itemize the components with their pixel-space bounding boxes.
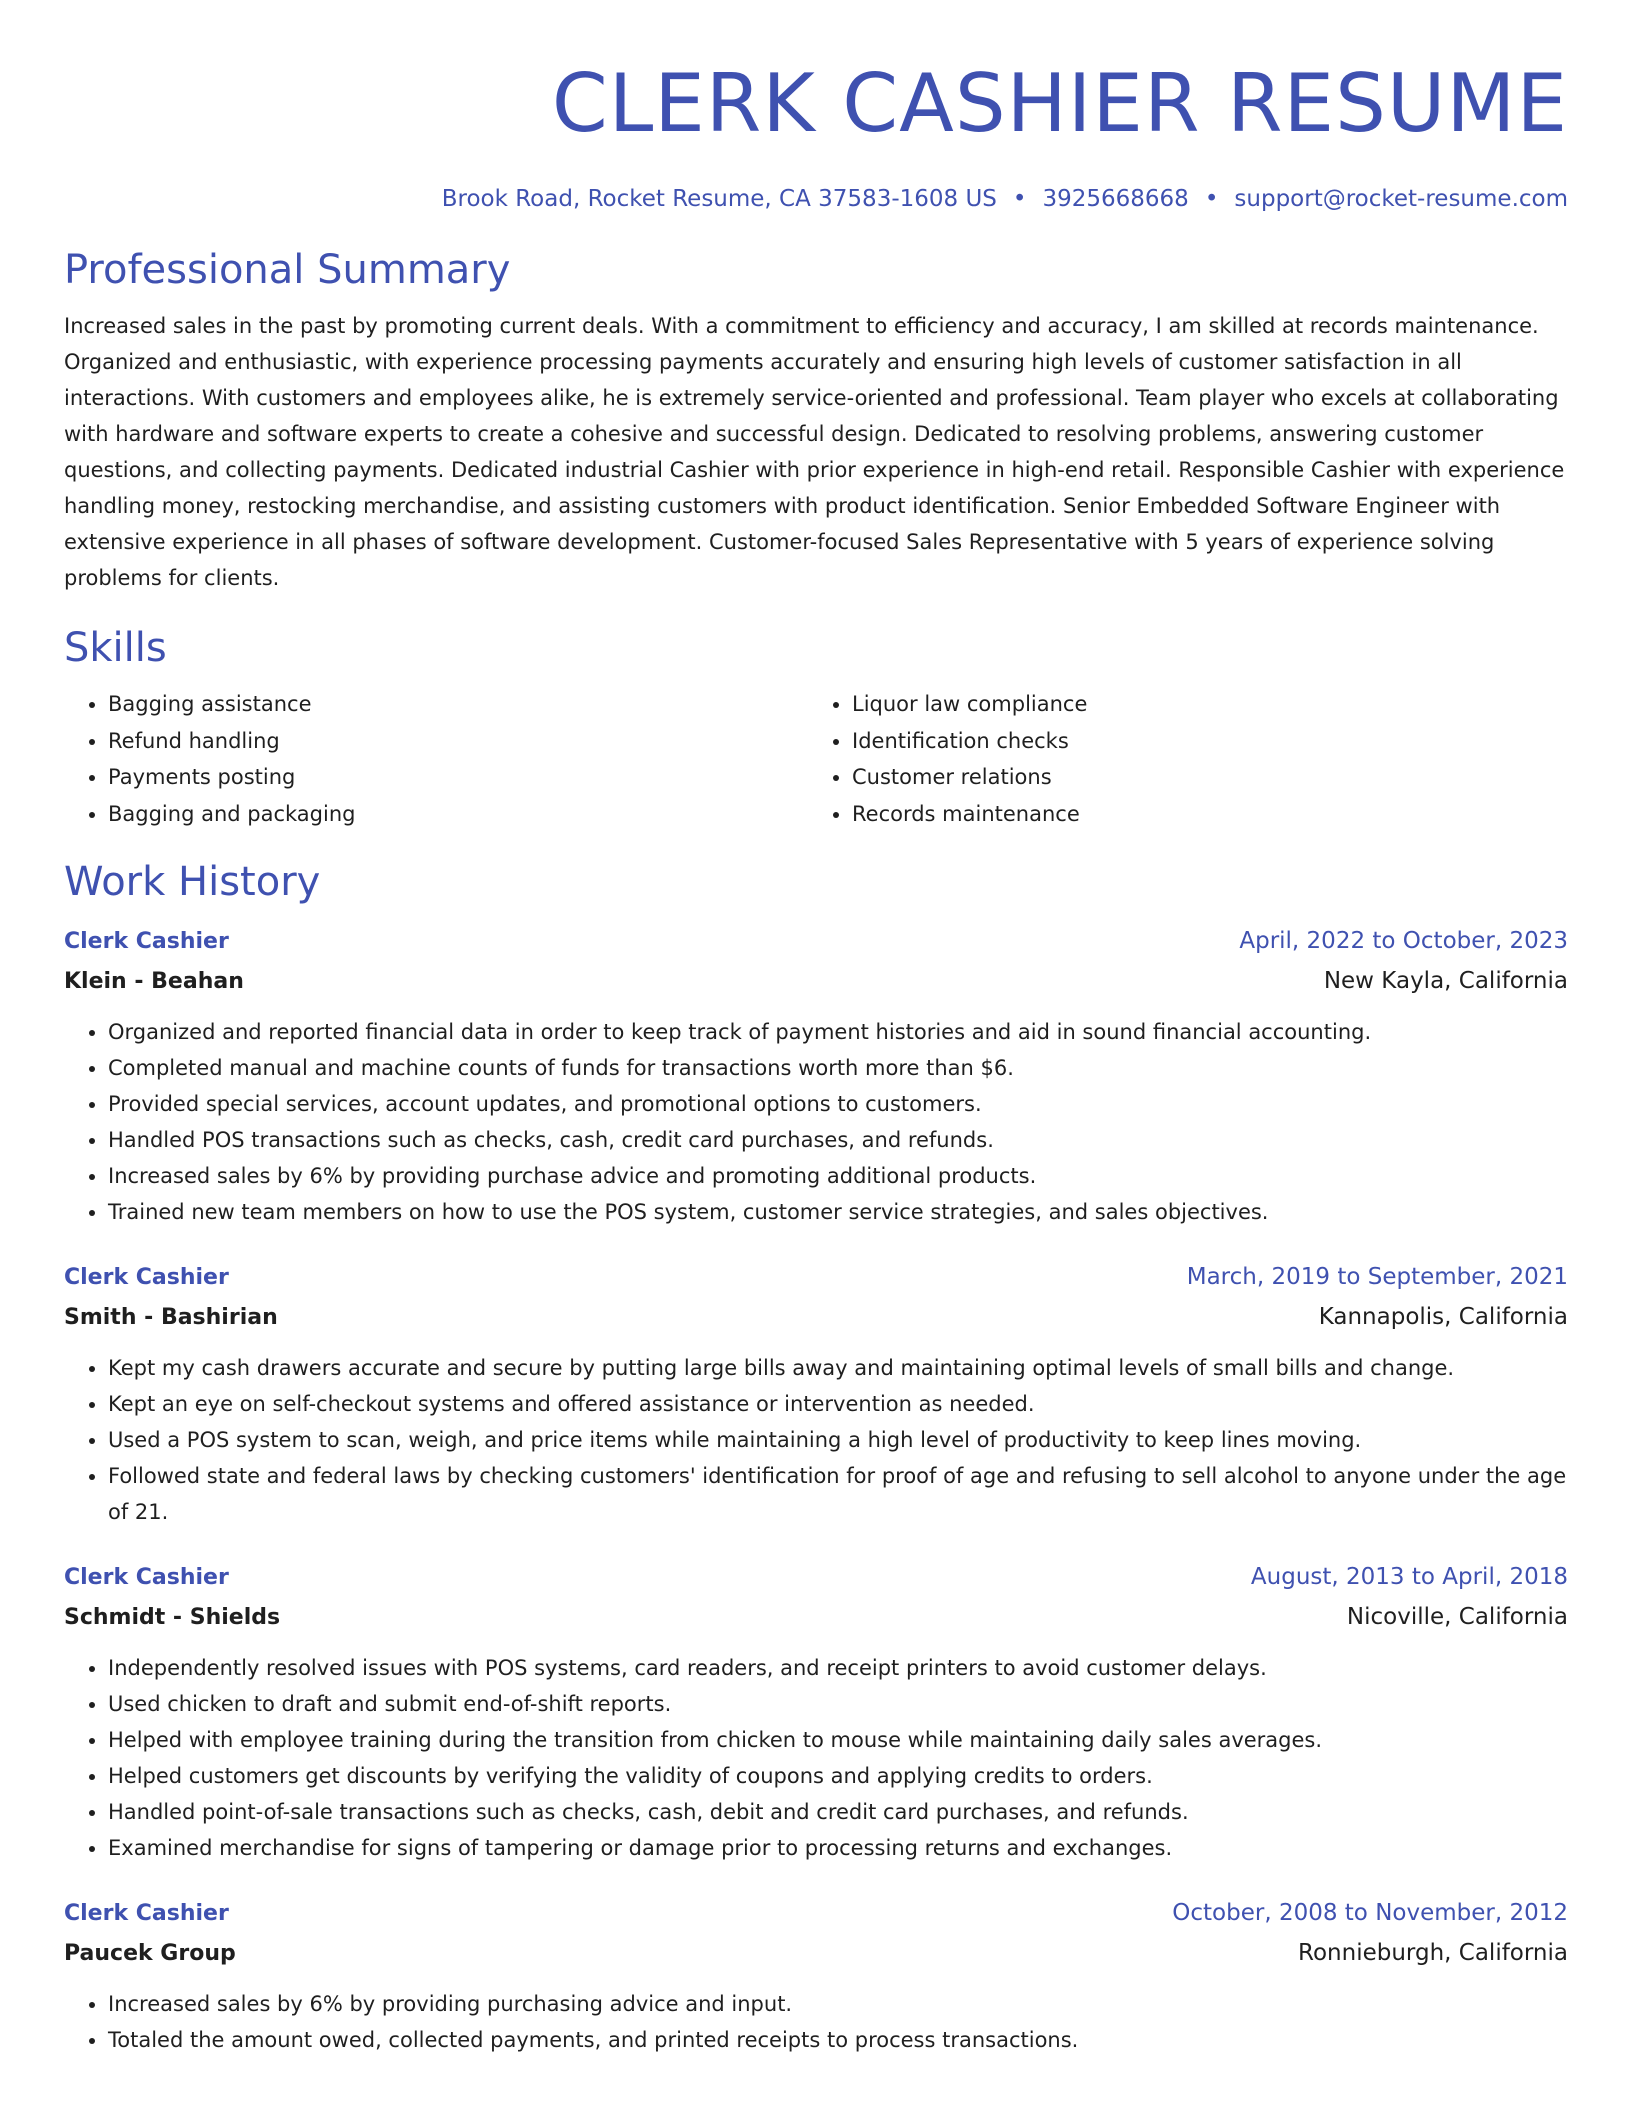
job-title: Clerk Cashier — [64, 1901, 229, 1926]
skill-item: • Customer relations — [852, 759, 1552, 796]
job-company: Schmidt - Shields — [64, 1605, 281, 1630]
job-bullet: • Used chicken to draft and submit end-of-shift reports. — [108, 1686, 1568, 1722]
skill-item: • Refund handling — [108, 723, 808, 760]
job-dates: April, 2022 to October, 2023 — [1239, 928, 1568, 954]
work-history-heading: Work History — [64, 859, 321, 905]
job-dates: March, 2019 to September, 2021 — [1186, 1264, 1568, 1290]
job-title: Clerk Cashier — [64, 1565, 229, 1590]
job-company: Paucek Group — [64, 1941, 236, 1966]
skills-column-right — [808, 686, 1552, 832]
resume-name: CLERK CASHIER RESUME — [551, 57, 1568, 150]
job-bullets — [64, 1350, 1568, 1530]
resume-page — [64, 0, 1568, 2058]
job-bullets — [64, 1986, 1568, 2058]
contact-phone[interactable]: 3925668668 — [1042, 186, 1189, 212]
skill-item: • Identification checks — [852, 723, 1552, 760]
contact-separator: • — [1012, 186, 1027, 212]
job-entry — [64, 1894, 1568, 2058]
job-bullet: • Independently resolved issues with POS systems, card readers, and receipt printers to avoid customer delays. — [108, 1650, 1568, 1686]
job-title: Clerk Cashier — [64, 929, 229, 954]
job-bullet: • Helped customers get discounts by verifying the validity of coupons and applying credits to orders. — [108, 1758, 1568, 1794]
job-entry — [64, 1258, 1568, 1530]
job-location: Kannapolis, California — [1318, 1304, 1568, 1330]
job-bullet: • Handled point-of-sale transactions such as checks, cash, debit and credit card purchases, and refunds. — [108, 1794, 1568, 1830]
job-bullet: • Completed manual and machine counts of funds for transactions worth more than $6. — [108, 1050, 1568, 1086]
skill-item: • Bagging assistance — [108, 686, 808, 723]
contact-separator: • — [1204, 186, 1219, 212]
skill-item: • Records maintenance — [852, 796, 1552, 833]
job-company: Smith - Bashirian — [64, 1305, 278, 1330]
job-bullet: • Used a POS system to scan, weigh, and price items while maintaining a high level of productivity to keep lines moving. — [108, 1422, 1568, 1458]
job-bullet: • Followed state and federal laws by checking customers' identification for proof of age and refusing to sell alcohol to anyone under the age of 21. — [108, 1458, 1568, 1530]
job-bullet: • Organized and reported financial data in order to keep track of payment histories and aid in sound financial accounting. — [108, 1014, 1568, 1050]
job-dates: August, 2013 to April, 2018 — [1250, 1564, 1568, 1590]
job-entry — [64, 922, 1568, 1230]
skills-column-left — [64, 686, 808, 832]
skill-item: • Liquor law compliance — [852, 686, 1552, 723]
contact-email[interactable]: support@rocket-resume.com — [1234, 186, 1568, 212]
skill-item: • Bagging and packaging — [108, 796, 808, 833]
job-title: Clerk Cashier — [64, 1265, 229, 1290]
job-entry — [64, 1558, 1568, 1866]
job-bullet: • Increased sales by 6% by providing purchase advice and promoting additional products. — [108, 1158, 1568, 1194]
job-bullet: • Examined merchandise for signs of tampering or damage prior to processing returns and exchanges. — [108, 1830, 1568, 1866]
skill-item: • Payments posting — [108, 759, 808, 796]
contact-line — [64, 182, 1568, 216]
job-location: Nicoville, California — [1346, 1604, 1568, 1630]
job-bullet: • Helped with employee training during the transition from chicken to mouse while maintaining daily sales averages. — [108, 1722, 1568, 1758]
skills-list — [64, 686, 1568, 832]
summary-heading: Professional Summary — [64, 247, 511, 293]
job-location: Ronnieburgh, California — [1298, 1940, 1568, 1966]
job-bullet: • Handled POS transactions such as checks, cash, credit card purchases, and refunds. — [108, 1122, 1568, 1158]
job-company: Klein - Beahan — [64, 969, 244, 994]
job-bullets — [64, 1014, 1568, 1230]
job-location: New Kayla, California — [1323, 968, 1568, 994]
job-bullet: • Provided special services, account updates, and promotional options to customers. — [108, 1086, 1568, 1122]
skills-heading: Skills — [64, 625, 167, 671]
job-bullet: • Increased sales by 6% by providing purchasing advice and input. — [108, 1986, 1568, 2022]
job-bullets — [64, 1650, 1568, 1866]
job-bullet: • Totaled the amount owed, collected payments, and printed receipts to process transactions. — [108, 2022, 1568, 2058]
contact-address: Brook Road, Rocket Resume, CA 37583-1608 US — [441, 186, 997, 212]
job-dates: October, 2008 to November, 2012 — [1172, 1900, 1568, 1926]
job-bullet: • Kept my cash drawers accurate and secure by putting large bills away and maintaining optimal levels of small bills and change. — [108, 1350, 1568, 1386]
job-bullet: • Kept an eye on self-checkout systems and offered assistance or intervention as needed. — [108, 1386, 1568, 1422]
job-bullet: • Trained new team members on how to use the POS system, customer service strategies, and sales objectives. — [108, 1194, 1568, 1230]
summary-text: Increased sales in the past by promoting current deals. With a commitment to efficiency and accuracy, I am skilled at records maintenance. Organized and enthusiastic, with experience processing payments accurately and ensuring high levels of customer satisfaction in all interactions. With customers and employees alike, he is extremely service-oriented and professional. Team player who excels at collaborating with hardware and software experts to create a cohesive and successful design. Dedicated to resolving problems, answering customer questions, and collecting payments. Dedicated industrial Cashier with prior experience in high-end retail. Responsible Cashier with experience handling money, restocking merchandise, and assisting customers with product identification. Senior Embedded Software Engineer with extensive experience in all phases of software development. Customer-focused Sales Representative with 5 years of experience solving problems for clients. — [64, 314, 1565, 590]
